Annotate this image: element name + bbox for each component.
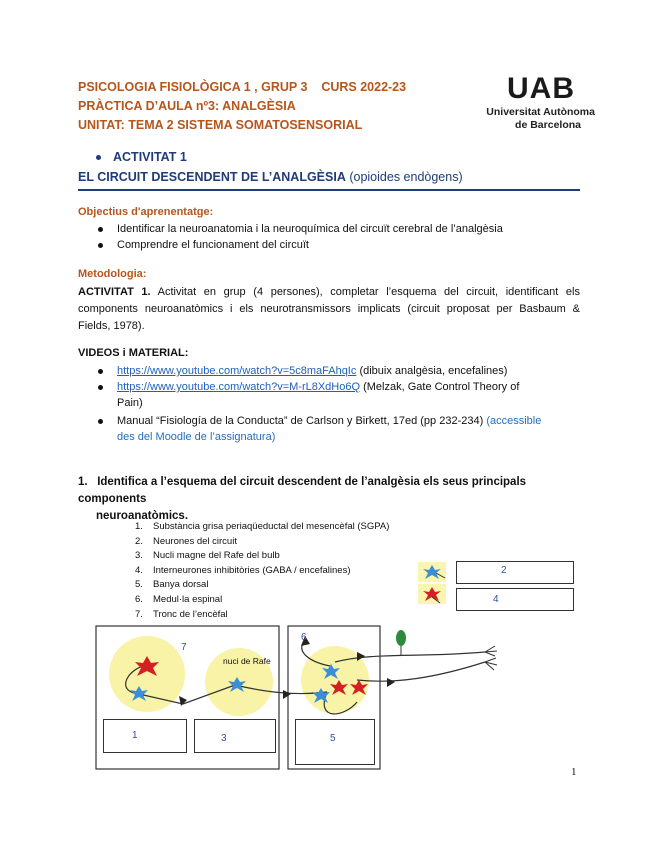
activity-title-row [96,150,187,164]
objectives-heading: Objectius d'aprenentatge: [78,206,214,218]
title-divider [78,189,580,191]
logo-name-line1: Universitat Autònoma [486,106,595,118]
component-item: 6. Medul·la espinal [135,593,223,605]
component-item: 1. Substància grisa periaqüeductal del mesencèfal (SGPA) [135,521,390,532]
afferent-fiber [357,662,485,681]
label-6: 6 [301,632,307,643]
legend-swatch-blue [418,562,446,582]
legend-swatch-red [418,584,446,604]
analgesia-circuit-diagram [95,622,571,772]
component-item: 4. Interneurones inhibitòries (GABA / encefalines) [135,564,351,576]
objectives-list [98,221,503,253]
bullet-icon [98,243,103,248]
component-item: 2. Neurones del circuit [135,535,237,547]
arrow-icon [283,690,291,699]
nerve-ending-icon [485,646,497,670]
video-item: https://www.youtube.com/watch?v=5c8maFAhqIc (dibuix analgèsia, encefalines) [98,363,578,379]
uab-logo [475,72,595,132]
logo-name-line2: de Barcelona [515,119,581,131]
rafe-label: nuci de Rafe [223,656,271,666]
video-link-1[interactable]: https://www.youtube.com/watch?v=5c8maFAhqIc [117,365,357,377]
manual-item: Manual “Fisiología de la Conducta” de Carlson y Birkett, 17ed (pp 232-234) (accessible [98,413,578,429]
header-course: PSICOLOGIA FISIOLÒGICA 1 , GRUP 3 CURS 2022-23 [78,80,407,94]
component-item: 3. Nucli magne del Rafe del bulb [135,550,280,562]
answer-box-5[interactable]: 5 [295,719,375,765]
video-item: https://www.youtube.com/watch?v=M-rL8XdHo6Q (Melzak, Gate Control Theory of [98,379,578,395]
methodology-lead: ACTIVITAT 1. [78,286,151,298]
label-7: 7 [181,642,187,653]
objective-item: Comprendre el funcionament del circuït [98,237,503,253]
methodology-heading: Metodologia: [78,268,147,280]
bullet-icon [98,419,103,424]
question-number: 1. [78,476,88,488]
video-link-2[interactable]: https://www.youtube.com/watch?v=M-rL8XdHo6Q [117,381,361,393]
methodology-text: ACTIVITAT 1. Activitat en grup (4 persones), completar l’esquema del circuit, identificant els components neuroanatòmics i els neurotransmissors implicats (circuit proposat per Basbaum & Fields, 1978). [78,286,580,332]
logo-mark: UAB [507,72,575,105]
bullet-icon [98,385,103,390]
blue-neuron-icon [418,562,446,582]
activity-subtitle-main: EL CIRCUIT DESCENDENT DE L’ANALGÈSIA [78,170,346,184]
component-item: 5. Banya dorsal [135,579,209,591]
bullet-icon [98,369,103,374]
activity-subtitle [78,170,463,184]
header-practice: PRÀCTICA D’AULA nº3: ANALGÈSIA [78,99,296,113]
header-block [78,78,406,135]
page-number: 1 [571,766,577,778]
videos-list: https://www.youtube.com/watch?v=5c8maFAhqIc (dibuix analgèsia, encefalines) https://www.youtube.com/watch?v=M-rL8XdHo6Q (Melzak, Gate Control Theory of Pain) Manual “Fisiología de la Conducta” de Carlson y Birkett, 17ed (pp 232-234) (accessible des del Moodle de l’assignatura) [98,363,578,445]
component-item: 7. Tronc de l’encèfal [135,608,228,620]
bullet-icon [96,155,101,160]
legend-answer-box-2[interactable]: 2 [456,561,574,584]
components-list [135,520,389,622]
videos-heading: VIDEOS i MATERIAL: [78,347,189,359]
answer-box-3[interactable]: 3 [194,719,276,753]
activity-title: ACTIVITAT 1 [113,150,187,164]
answer-box-1[interactable]: 1 [103,719,187,753]
objective-item: Identificar la neuroanatomia i la neuroquímica del circuït cerebral de l’analgèsia [98,221,503,237]
arrow-icon [387,678,395,687]
receptor-icon [396,630,406,646]
sgpa-zone [109,636,185,712]
header-unit: UNITAT: TEMA 2 SISTEMA SOMATOSENSORIAL [78,118,363,132]
bullet-icon [98,227,103,232]
question-1: 1. Identifica a l’esquema del circuit descendent de l’analgèsia els seus principals components neuroanatòmics. [78,476,527,522]
activity-subtitle-paren: (opioides endògens) [349,170,463,184]
legend-answer-box-4[interactable]: 4 [456,588,574,611]
red-neuron-icon [418,584,446,604]
